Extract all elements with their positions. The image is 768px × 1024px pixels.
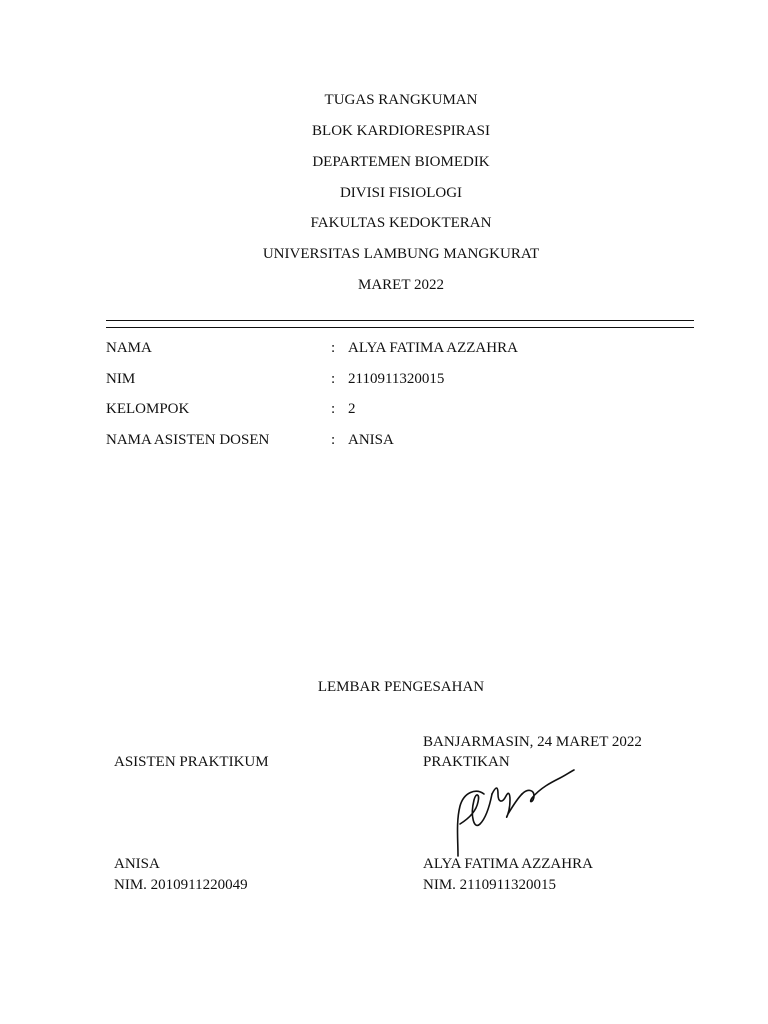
identity-colon: : <box>331 401 336 417</box>
assistant-nim: NIM. 2010911220049 <box>114 877 248 893</box>
identity-value: ANISA <box>348 432 394 448</box>
identity-colon: : <box>331 340 336 356</box>
header-line-university: UNIVERSITAS LAMBUNG MANGKURAT <box>262 246 540 262</box>
identity-label: NAMA ASISTEN DOSEN <box>106 432 270 448</box>
header-line-department: DEPARTEMEN BIOMEDIK <box>312 154 490 170</box>
assistant-role: ASISTEN PRAKTIKUM <box>114 754 269 770</box>
header-line-assignment: TUGAS RANGKUMAN <box>324 92 478 108</box>
student-name: ALYA FATIMA AZZAHRA <box>423 856 593 872</box>
identity-value: 2 <box>348 401 356 417</box>
student-signature <box>448 764 582 859</box>
header-divider-top <box>106 320 694 321</box>
header-line-date: MARET 2022 <box>358 277 444 293</box>
identity-colon: : <box>331 432 336 448</box>
identity-value: ALYA FATIMA AZZAHRA <box>348 340 518 356</box>
assistant-name: ANISA <box>114 856 160 872</box>
identity-label: NAMA <box>106 340 152 356</box>
identity-colon: : <box>331 371 336 387</box>
student-nim: NIM. 2110911320015 <box>423 877 557 893</box>
header-divider-bottom <box>106 327 694 328</box>
student-role: PRAKTIKAN <box>423 754 510 770</box>
approval-title: LEMBAR PENGESAHAN <box>317 679 485 695</box>
header-line-block: BLOK KARDIORESPIRASI <box>312 123 490 139</box>
approval-place-date: BANJARMASIN, 24 MARET 2022 <box>423 734 642 750</box>
identity-value: 2110911320015 <box>348 371 445 387</box>
identity-label: NIM <box>106 371 136 387</box>
header-line-faculty: FAKULTAS KEDOKTERAN <box>310 215 492 231</box>
identity-label: KELOMPOK <box>106 401 190 417</box>
header-line-division: DIVISI FISIOLOGI <box>339 185 463 201</box>
